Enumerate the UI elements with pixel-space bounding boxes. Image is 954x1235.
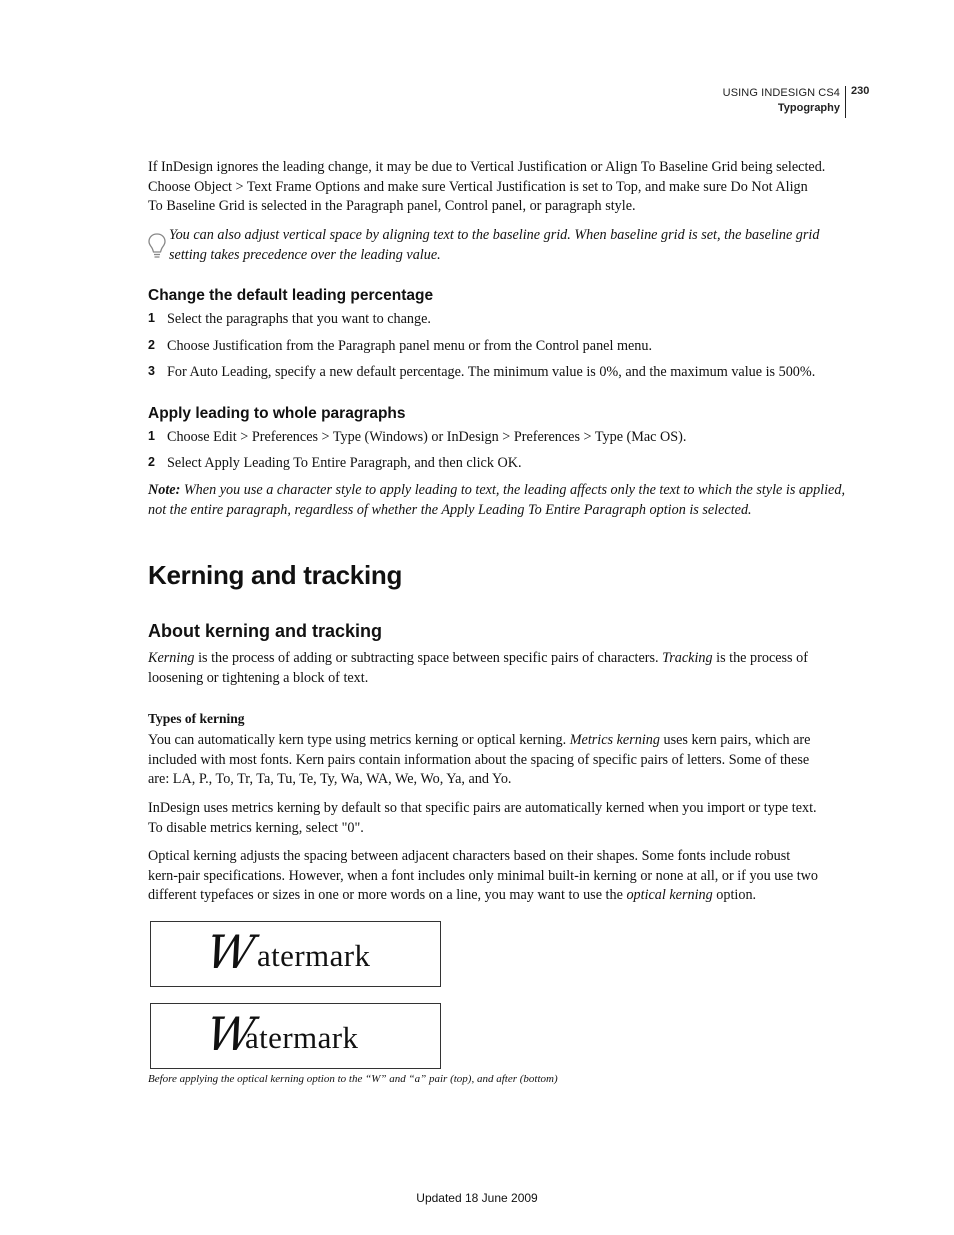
step-number: 2: [148, 338, 155, 352]
types-paragraph-2: [148, 799, 848, 838]
term-tracking: Tracking: [662, 650, 713, 666]
note-text: not the entire paragraph, regardless of whether the Apply Leading To Entire Paragraph option is selected.: [148, 501, 752, 518]
types-text: kern-pair specifications. However, when a font includes only minimal built-in kerning or none at all, or if you use two: [148, 867, 819, 884]
step-text: For Auto Leading, specify a new default percentage. The minimum value is 0%, and the maximum value is 500%.: [167, 364, 816, 380]
types-paragraph-1: [148, 731, 848, 790]
intro-paragraph: [148, 158, 848, 217]
figure-word-rest: atermark: [245, 1020, 359, 1055]
doc-title: USING INDESIGN CS4: [722, 87, 840, 99]
note-text: When you use a character style to apply leading to text, the leading affects only the text to which the style is applied,: [183, 482, 845, 498]
note-label: Note:: [148, 482, 181, 498]
figure-cap-letter: W: [203, 1007, 259, 1061]
heading-whole-paragraphs: Apply leading to whole paragraphs: [148, 405, 406, 422]
step-text: Select the paragraphs that you want to change.: [167, 311, 431, 327]
heading-types-of-kerning: Types of kerning: [148, 711, 245, 726]
about-text: is the process of adding or subtracting space between specific pairs of characters.: [194, 650, 663, 666]
note: [148, 481, 848, 520]
header-divider: [845, 86, 846, 118]
intro-line: To Baseline Grid is selected in the Paragraph panel, Control panel, or paragraph style.: [148, 198, 636, 215]
figure-cap-letter: W: [203, 925, 259, 979]
types-text: uses kern pairs, which are: [659, 732, 811, 748]
term-optical-kerning: optical kerning: [626, 887, 713, 904]
lightbulb-icon: [147, 232, 167, 260]
types-text: included with most fonts. Kern pairs contain information about the spacing of specific pairs of letters. Some of these: [148, 751, 810, 768]
types-text: To disable metrics kerning, select "0".: [148, 819, 364, 836]
figure-before-kerning: [150, 921, 441, 987]
tip-text: [169, 226, 849, 265]
term-kerning: Kerning: [148, 650, 195, 666]
step-number: 2: [148, 455, 155, 469]
chapter-heading: Kerning and tracking: [148, 560, 403, 590]
about-paragraph: [148, 649, 848, 688]
intro-line: If InDesign ignores the leading change, it may be due to Vertical Justification or Align To Baseline Grid being selected.: [148, 159, 826, 175]
running-header: [600, 86, 840, 116]
heading-about-kerning: About kerning and tracking: [148, 621, 383, 641]
section-title: Typography: [777, 102, 840, 114]
step-number: 3: [148, 364, 155, 378]
figure-after-kerning: [150, 1003, 441, 1069]
about-text: loosening or tightening a block of text.: [148, 669, 369, 686]
figure-word-rest: atermark: [257, 938, 371, 973]
tip-line: setting takes precedence over the leading value.: [169, 246, 441, 263]
types-text: Optical kerning adjusts the spacing between adjacent characters based on their shapes. Some fonts include robust: [148, 848, 791, 864]
about-text: is the process of: [712, 650, 808, 666]
types-text: You can automatically kern type using metrics kerning or optical kerning.: [148, 732, 570, 748]
tip-line: You can also adjust vertical space by aligning text to the baseline grid. When baseline grid is set, the baseline grid: [169, 227, 820, 243]
term-metrics-kerning: Metrics kerning: [569, 732, 660, 748]
step-text: Choose Edit > Preferences > Type (Windows) or InDesign > Preferences > Type (Mac OS).: [167, 429, 687, 445]
heading-default-leading: Change the default leading percentage: [148, 287, 434, 304]
step-text: Select Apply Leading To Entire Paragraph, and then click OK.: [167, 455, 522, 471]
page-footer: Updated 18 June 2009: [416, 1191, 538, 1205]
types-text: option.: [712, 887, 757, 904]
step-number: 1: [148, 429, 155, 443]
step-text: Choose Justification from the Paragraph panel menu or from the Control panel menu.: [167, 338, 653, 354]
types-text: are: LA, P., To, Tr, Ta, Tu, Te, Ty, Wa, WA, We, Wo, Ya, and Yo.: [148, 771, 512, 788]
intro-line: Choose Object > Text Frame Options and make sure Vertical Justification is set to Top, and make sure Do Not Align: [148, 178, 808, 195]
figure-caption: Before applying the optical kerning option to the “W” and “a” pair (top), and after (bottom): [148, 1073, 558, 1085]
step-number: 1: [148, 311, 155, 325]
types-text: different typefaces or sizes in one or more words on a line, you may want to use the: [148, 887, 627, 904]
types-paragraph-3: [148, 847, 848, 906]
page-number: 230: [851, 85, 870, 97]
types-text: InDesign uses metrics kerning by default so that specific pairs are automatically kerned when you import or type text.: [148, 800, 817, 816]
